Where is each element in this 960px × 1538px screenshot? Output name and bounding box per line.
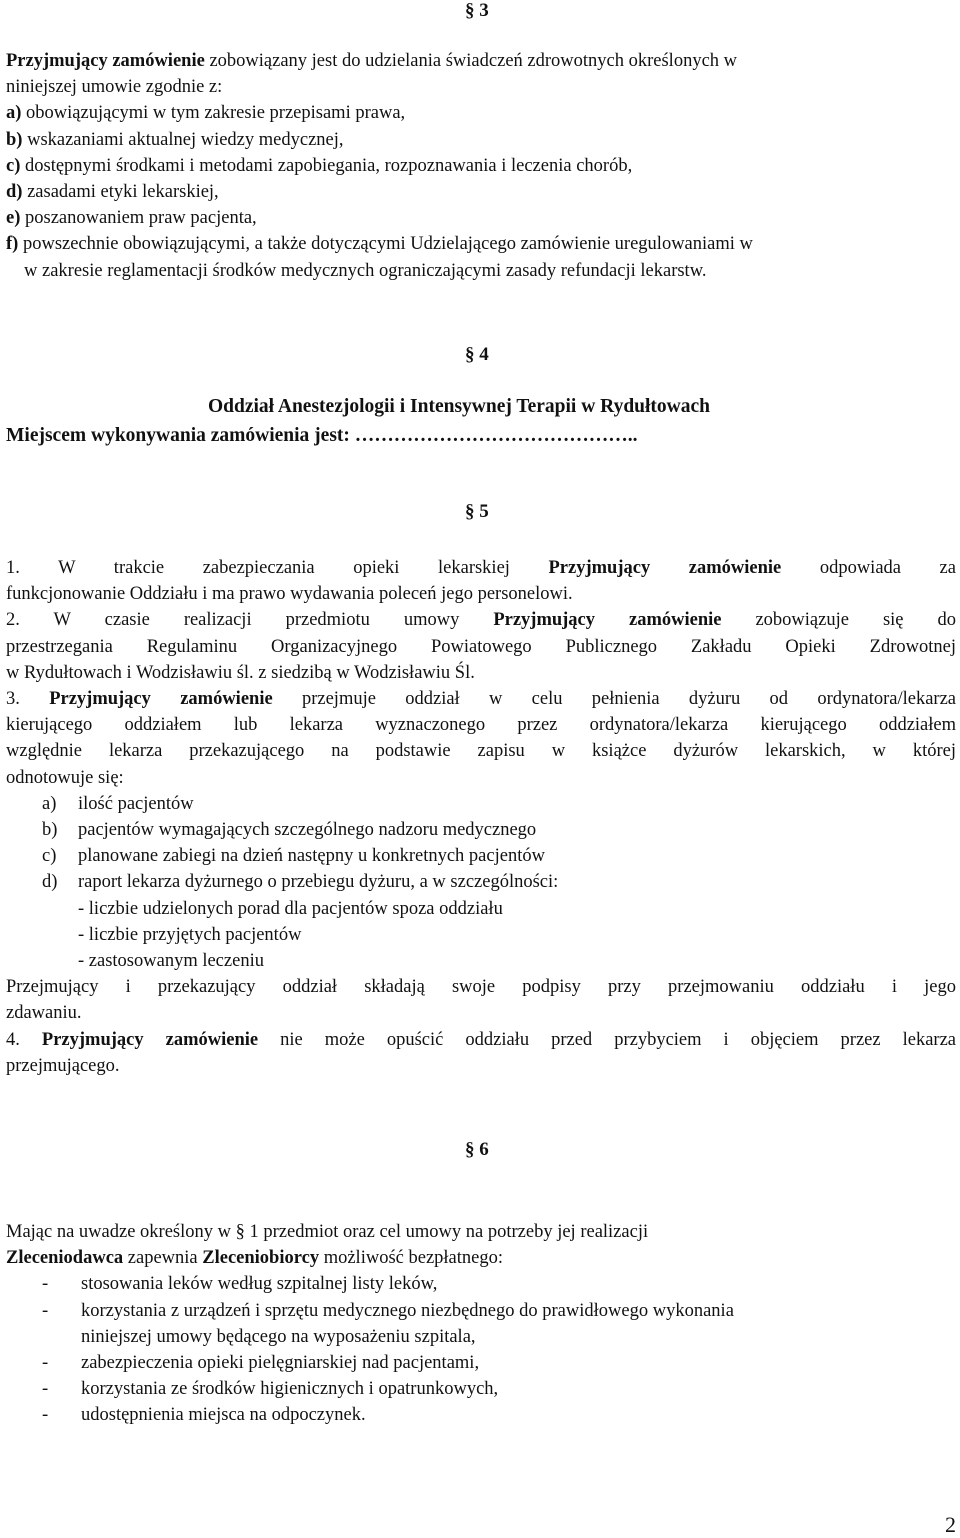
paragraph-2-line: 2. W czasie realizacji przedmiotu umowy Przyjmujący zamówienie zobowiązuje się do <box>6 610 956 631</box>
section-5-heading <box>465 501 489 523</box>
section-6-body <box>6 1219 956 1429</box>
section-3-intro-line2: niniejszej umowie zgodnie z: <box>6 77 223 98</box>
list-item: b) wskazaniami aktualnej wiedzy medycznej, <box>6 129 344 150</box>
paragraph-3-line: 3. Przyjmujący zamówienie przejmuje oddział w celu pełnienia dyżuru od ordynatora/lekarza <box>6 689 957 710</box>
list-item: f) powszechnie obowiązującymi, a także dotyczącymi Udzielającego zamówienie uregulowaniami w <box>6 234 753 255</box>
section-number: 4 <box>479 344 489 365</box>
paragraph-1-line: 1. W trakcie zabezpieczania opieki lekarskiej Przyjmujący zamówienie odpowiada za <box>6 558 956 578</box>
paragraph-3-line: względnie lekarza przekazującego na podstawie zapisu w książce dyżurów lekarskich, w której <box>6 741 956 762</box>
paragraph-3-closing: zdawaniu. <box>6 1003 82 1024</box>
list-item: - zabezpieczenia opieki pielęgniarskiej nad pacjentami, <box>42 1353 480 1374</box>
paragraph-4-line: przejmującego. <box>6 1055 120 1076</box>
section-3-intro: Przyjmujący zamówienie zobowiązany jest do udzielania świadczeń zdrowotnych określonych w <box>6 51 738 71</box>
list-item: d) zasadami etyki lekarskiej, <box>6 182 219 203</box>
paragraph-2-line: w Rydułtowach i Wodzisławiu śl. z siedzibą w Wodzisławiu Śl. <box>6 662 475 683</box>
paragraph-3-line: kierującego oddziałem lub lekarza wyznaczonego przez ordynatora/lekarza kierującego oddziałem <box>6 715 956 736</box>
section-3-heading <box>465 0 489 22</box>
section-5-body <box>6 555 956 1079</box>
section-sign: § <box>465 1139 475 1160</box>
list-item: - korzystania z urządzeń i sprzętu medycznego niezbędnego do prawidłowego wykonania <box>42 1300 734 1321</box>
section-4-heading <box>465 344 489 366</box>
list-item: a) obowiązującymi w tym zakresie przepisami prawa, <box>6 103 406 124</box>
list-item: - korzystania ze środków higienicznych i opatrunkowych, <box>42 1379 499 1400</box>
page-number: 2 <box>945 1512 956 1537</box>
list-item-continuation: w zakresie reglamentacji środków medycznych ograniczającymi zasady refundacji lekarstw. <box>24 260 707 281</box>
ward-name: Oddział Anestezjologii i Intensywnej Terapii w Rydułtowach <box>207 396 711 417</box>
list-item: - udostępnienia miejsca na odpoczynek. <box>42 1405 366 1426</box>
paragraph-3-line: odnotowuje się: <box>6 767 124 788</box>
section-sign: § <box>465 344 475 365</box>
paragraph-1-line: funkcjonowanie Oddziału i ma prawo wydawania poleceń jego personelowi. <box>6 584 573 605</box>
section-sign: § <box>465 0 475 21</box>
place-of-performance: Miejscem wykonywania zamówienia jest: …………………………………….. <box>6 425 638 446</box>
list-item: - stosowania leków według szpitalnej listy leków, <box>42 1274 438 1295</box>
section-number: 3 <box>479 0 489 21</box>
list-item: d) raport lekarza dyżurnego o przebiegu dyżuru, a w szczególności: <box>42 872 559 893</box>
list-item: b) pacjentów wymagających szczególnego nadzoru medycznego <box>42 820 537 841</box>
list-item: c) planowane zabiegi na dzień następny u konkretnych pacjentów <box>42 846 545 867</box>
list-item: a) ilość pacjentów <box>42 793 194 814</box>
sub-list-item: - liczbie przyjętych pacjentów <box>78 924 302 945</box>
sub-list-item: - liczbie udzielonych porad dla pacjentów spoza oddziału <box>78 898 503 919</box>
party-name: Przyjmujący zamówienie <box>6 51 205 71</box>
paragraph-2-line: przestrzegania Regulaminu Organizacyjnego Powiatowego Publicznego Zakładu Opieki Zdrowotnej <box>6 636 956 657</box>
section-3-body <box>6 48 956 284</box>
list-item: c) dostępnymi środkami i metodami zapobiegania, rozpoznawania i leczenia chorób, <box>6 155 633 176</box>
list-item-continuation: niniejszej umowy będącego na wyposażeniu szpitala, <box>81 1326 476 1347</box>
section-6-heading <box>465 1139 489 1161</box>
sub-list-item: - zastosowanym leczeniu <box>78 951 264 972</box>
section-number: 5 <box>479 501 489 522</box>
section-number: 6 <box>479 1139 489 1160</box>
section-sign: § <box>465 501 475 522</box>
section-6-intro: Zleceniodawca zapewnia Zleceniobiorcy możliwość bezpłatnego: <box>6 1248 503 1269</box>
paragraph-4-line: 4. Przyjmujący zamówienie nie może opuścić oddziału przed przybyciem i objęciem przez lekarza <box>6 1029 956 1050</box>
list-item: e) poszanowaniem praw pacjenta, <box>6 208 257 229</box>
paragraph-3-closing: Przejmujący i przekazujący oddział składają swoje podpisy przy przejmowaniu oddziału i jego <box>6 977 956 998</box>
section-6-intro: Mając na uwadze określony w § 1 przedmiot oraz cel umowy na potrzeby jej realizacji <box>6 1222 649 1242</box>
